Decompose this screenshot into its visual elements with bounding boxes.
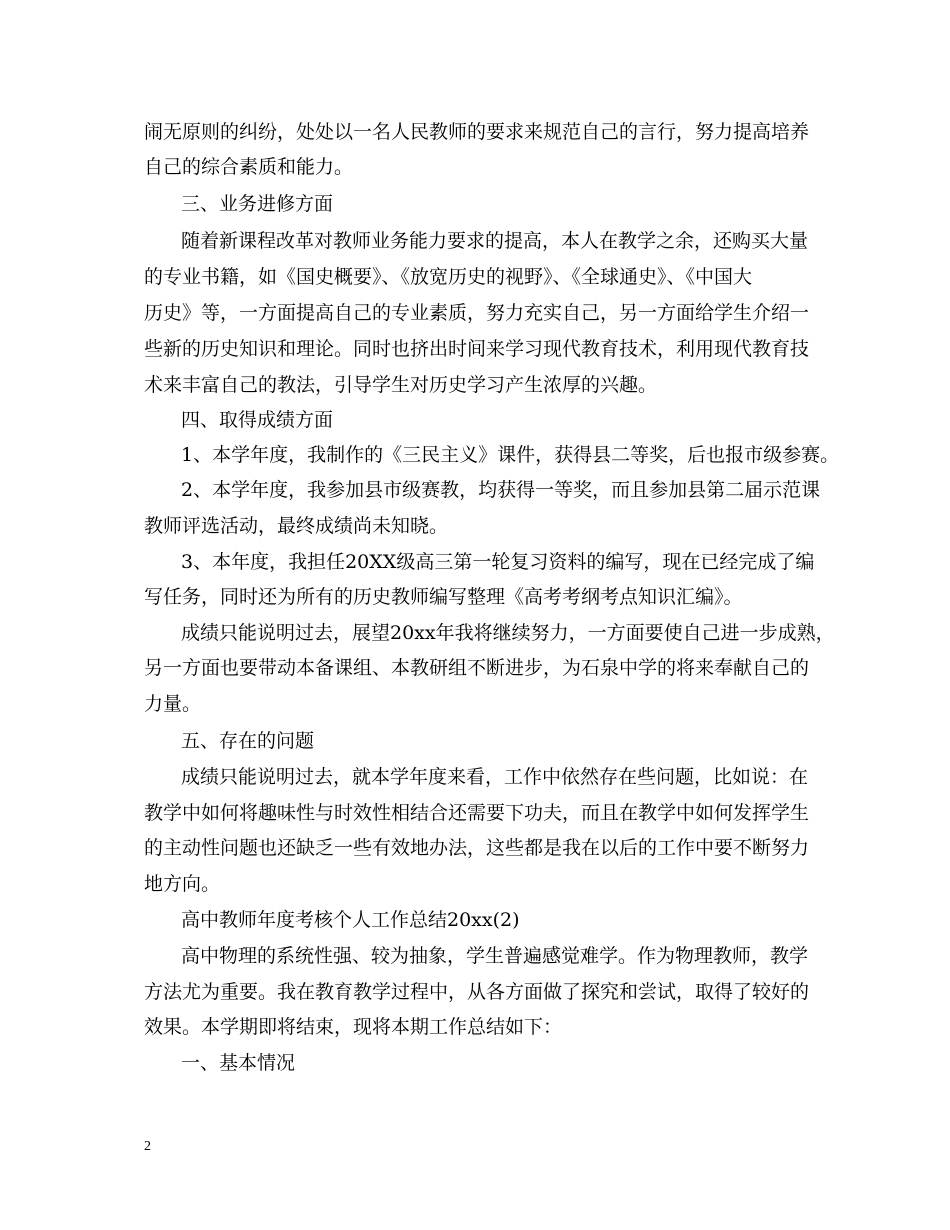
paragraph-line: 效果。本学期即将结束，现将本期工作总结如下： (144, 1016, 563, 1038)
section-heading: 一、基本情况 (181, 1052, 296, 1074)
paragraph-line: 2、本学年度，我参加县市级赛教，均获得一等奖，而且参加县第二届示范课 (181, 479, 821, 501)
paragraph-line: 教师评选活动，最终成绩尚未知晓。 (144, 515, 449, 537)
paragraph-line: 地方向。 (144, 873, 221, 895)
paragraph-line: 的专业书籍，如《国史概要》、《放宽历史的视野》、《全球通史》、《中国大 (144, 266, 753, 288)
paragraph-line: 写任务，同时还为所有的历史教师编写整理《高考考纲考点知识汇编》。 (144, 586, 743, 608)
paragraph-line: 3、本年度，我担任20XX级高三第一轮复习资料的编写，现在已经完成了编 (181, 551, 815, 573)
section-heading: 四、取得成绩方面 (181, 409, 334, 431)
paragraph-line: 力量。 (144, 693, 202, 715)
paragraph-line: 1、本学年度，我制作的《三民主义》课件，获得县二等奖，后也报市级参赛。 (181, 444, 840, 466)
paragraph-line: 自己的综合素质和能力。 (144, 156, 354, 178)
page-number: 2 (144, 1139, 151, 1154)
paragraph-line: 另一方面也要带动本备课组、本教研组不断进步，为石泉中学的将来奉献自己的 (144, 657, 810, 679)
section-heading: 五、存在的问题 (181, 730, 315, 752)
section-heading: 三、业务进修方面 (181, 193, 334, 215)
paragraph-line: 成绩只能说明过去，就本学年度来看，工作中依然存在些问题，比如说：在 (181, 766, 809, 788)
paragraph-line: 教学中如何将趣味性与时效性相结合还需要下功夫，而且在教学中如何发挥学生 (144, 802, 810, 824)
paragraph-line: 术来丰富自己的教法，引导学生对历史学习产生浓厚的兴趣。 (144, 374, 658, 396)
paragraph-line: 成绩只能说明过去，展望20xx年我将继续努力，一方面要使自己进一步成熟， (181, 622, 835, 644)
paragraph-line: 的主动性问题也还缺乏一些有效地办法，这些都是我在以后的工作中要不断努力 (144, 837, 810, 859)
paragraph-line: 些新的历史知识和理论。同时也挤出时间来学习现代教育技术，利用现代教育技 (144, 338, 810, 360)
paragraph-line: 历史》等，一方面提高自己的专业素质，努力充实自己，另一方面给学生介绍一 (144, 302, 810, 324)
paragraph-line: 高中物理的系统性强、较为抽象，学生普遍感觉难学。作为物理教师，教学 (181, 945, 809, 967)
paragraph-line: 方法尤为重要。我在教育教学过程中，从各方面做了探究和尝试，取得了较好的 (144, 981, 810, 1003)
paragraph-line: 随着新课程改革对教师业务能力要求的提高，本人在教学之余，还购买大量 (181, 230, 809, 252)
paragraph-line: 闹无原则的纠纷，处处以一名人民教师的要求来规范自己的言行，努力提高培养 (144, 121, 810, 143)
article-title: 高中教师年度考核个人工作总结20xx(2) (181, 909, 520, 931)
